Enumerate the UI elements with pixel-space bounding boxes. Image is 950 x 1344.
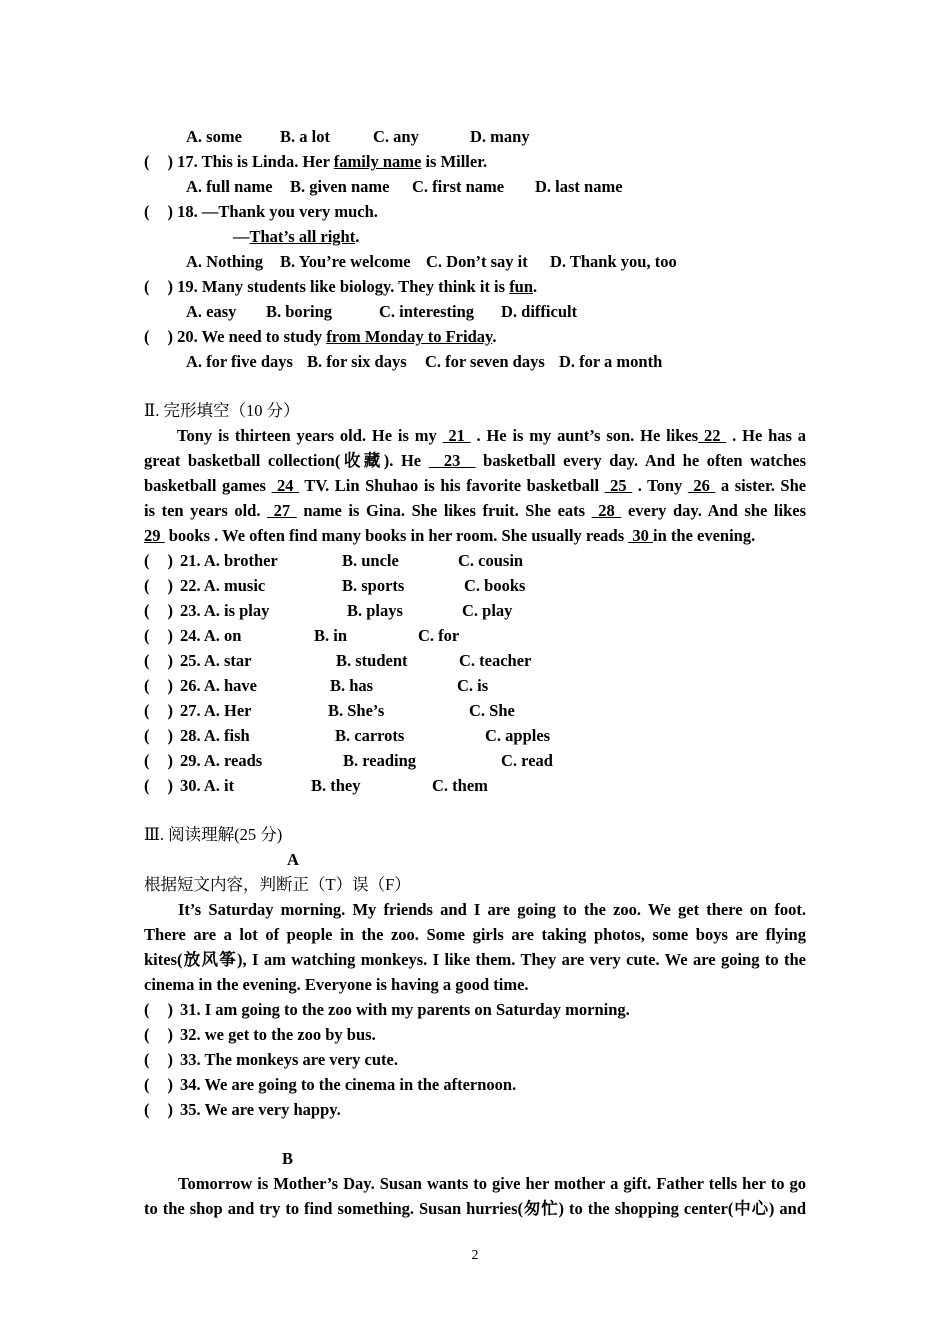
cloze-paren: ( ) <box>144 701 173 720</box>
passage-a-line-2: There are a lot of people in the zoo. Some girls are taking photos, some boys are flying <box>144 925 806 944</box>
section3-title: Ⅲ. 阅读理解(25 分) <box>144 825 283 844</box>
cloze-q28: 28. A. fish <box>180 726 250 745</box>
cloze-paren: ( ) <box>144 576 173 595</box>
cloze-q24-b: B. in <box>314 626 348 645</box>
cloze-q25-b: B. student <box>336 651 408 670</box>
passage-b-line-1: Tomorrow is Mother’s Day. Susan wants to give her mother a gift. Father tells her to go <box>178 1174 806 1193</box>
cloze-q24: 24. A. on <box>180 626 242 645</box>
q17-option-d: D. last name <box>535 177 623 196</box>
q19-stem: ( ) 19. Many students like biology. They think it is fun. <box>144 277 538 296</box>
tf-paren: ( ) <box>144 1100 173 1119</box>
cloze-line-2: great basketball collection(收藏). He 23 basketball every day. And he often watches <box>144 451 806 470</box>
q19-option-a: A. easy <box>186 302 237 321</box>
cloze-q29: 29. A. reads <box>180 751 263 770</box>
tf-q31: 31. I am going to the zoo with my parents on Saturday morning. <box>180 1000 630 1019</box>
tf-q33: 33. The monkeys are very cute. <box>180 1050 398 1069</box>
passage-a-line-1: It’s Saturday morning. My friends and I are going to the zoo. We get there on foot. <box>178 900 806 919</box>
cloze-paren: ( ) <box>144 601 173 620</box>
q18-option-d: D. Thank you, too <box>550 252 677 271</box>
q16-option-b: B. a lot <box>280 127 330 146</box>
page-number: 2 <box>471 1248 479 1263</box>
cloze-line-5: 29 books . We often find many books in her room. She usually reads 30 in the evening. <box>144 526 756 545</box>
tf-q35: 35. We are very happy. <box>180 1100 341 1119</box>
cloze-paren: ( ) <box>144 726 173 745</box>
cloze-q30-c: C. them <box>432 776 488 795</box>
cloze-q23-c: C. play <box>462 601 513 620</box>
cloze-line-1: Tony is thirteen years old. He is my 21 . He is my aunt’s son. He likes 22 . He has a <box>177 426 807 445</box>
q20-stem: ( ) 20. We need to study from Monday to Friday. <box>144 327 497 346</box>
cloze-q29-b: B. reading <box>343 751 417 770</box>
cloze-line-3: basketball games 24 TV. Lin Shuhao is his favorite basketball 25 . Tony 26 a sister. She <box>144 476 807 495</box>
passage-a-line-4: cinema in the evening. Everyone is having a good time. <box>144 975 529 994</box>
cloze-paren: ( ) <box>144 676 173 695</box>
q18-option-c: C. Don’t say it <box>426 252 528 271</box>
cloze-q25-c: C. teacher <box>459 651 532 670</box>
cloze-line-4: is ten years old. 27 name is Gina. She likes fruit. She eats 28 every day. And she likes <box>144 501 807 520</box>
section2-title: Ⅱ. 完形填空（10 分） <box>144 401 300 420</box>
cloze-q26-c: C. is <box>457 676 489 695</box>
cloze-q30-b: B. they <box>311 776 361 795</box>
cloze-paren: ( ) <box>144 626 173 645</box>
cloze-q27-b: B. She’s <box>328 701 385 720</box>
cloze-q30: 30. A. it <box>180 776 235 795</box>
q20-option-c: C. for seven days <box>425 352 545 371</box>
cloze-paren: ( ) <box>144 751 173 770</box>
tf-paren: ( ) <box>144 1050 173 1069</box>
tf-paren: ( ) <box>144 1075 173 1094</box>
cloze-q29-c: C. read <box>501 751 553 770</box>
q17-option-b: B. given name <box>290 177 390 196</box>
q16-option-d: D. many <box>470 127 530 146</box>
cloze-q22: 22. A. music <box>180 576 266 595</box>
tf-instruction: 根据短文内容，判断正（T）误（F） <box>144 875 411 894</box>
cloze-q21-b: B. uncle <box>342 551 399 570</box>
q19-option-b: B. boring <box>266 302 333 321</box>
passage-a-line-3: kites(放风筝), I am watching monkeys. I like them. They are very cute. We are going to the <box>144 950 806 969</box>
cloze-q24-c: C. for <box>418 626 460 645</box>
part-b-label: B <box>282 1149 294 1168</box>
cloze-q28-b: B. carrots <box>335 726 405 745</box>
cloze-q25: 25. A. star <box>180 651 252 670</box>
part-a-label: A <box>287 850 299 869</box>
q16-option-a: A. some <box>186 127 242 146</box>
cloze-q23: 23. A. is play <box>180 601 270 620</box>
tf-paren: ( ) <box>144 1025 173 1044</box>
cloze-q21: 21. A. brother <box>180 551 278 570</box>
q18-option-a: A. Nothing <box>186 252 264 271</box>
cloze-q22-c: C. books <box>464 576 526 595</box>
q20-option-d: D. for a month <box>559 352 663 371</box>
q20-option-b: B. for six days <box>307 352 407 371</box>
cloze-q27-c: C. She <box>469 701 515 720</box>
q19-option-c: C. interesting <box>379 302 475 321</box>
cloze-q27: 27. A. Her <box>180 701 252 720</box>
cloze-paren: ( ) <box>144 551 173 570</box>
tf-q32: 32. we get to the zoo by bus. <box>180 1025 376 1044</box>
q20-option-a: A. for five days <box>186 352 293 371</box>
q18-stem: ( ) 18. —Thank you very much. <box>144 202 378 221</box>
cloze-q21-c: C. cousin <box>458 551 524 570</box>
cloze-paren: ( ) <box>144 776 173 795</box>
q16-option-c: C. any <box>373 127 419 146</box>
q17-option-c: C. first name <box>412 177 505 196</box>
passage-b-line-2: to the shop and try to find something. Susan hurries(匆忙) to the shopping center(中心) and <box>144 1199 806 1218</box>
cloze-q22-b: B. sports <box>342 576 405 595</box>
q17-option-a: A. full name <box>186 177 273 196</box>
q17-stem: ( ) 17. This is Linda. Her family name is Miller. <box>144 152 488 171</box>
q18-reply: —That’s all right. <box>233 227 360 246</box>
q19-option-d: D. difficult <box>501 302 578 321</box>
cloze-q26: 26. A. have <box>180 676 258 695</box>
tf-paren: ( ) <box>144 1000 173 1019</box>
cloze-q28-c: C. apples <box>485 726 551 745</box>
cloze-q23-b: B. plays <box>347 601 403 620</box>
cloze-paren: ( ) <box>144 651 173 670</box>
tf-q34: 34. We are going to the cinema in the afternoon. <box>180 1075 517 1094</box>
cloze-q26-b: B. has <box>330 676 374 695</box>
q18-option-b: B. You’re welcome <box>280 252 411 271</box>
